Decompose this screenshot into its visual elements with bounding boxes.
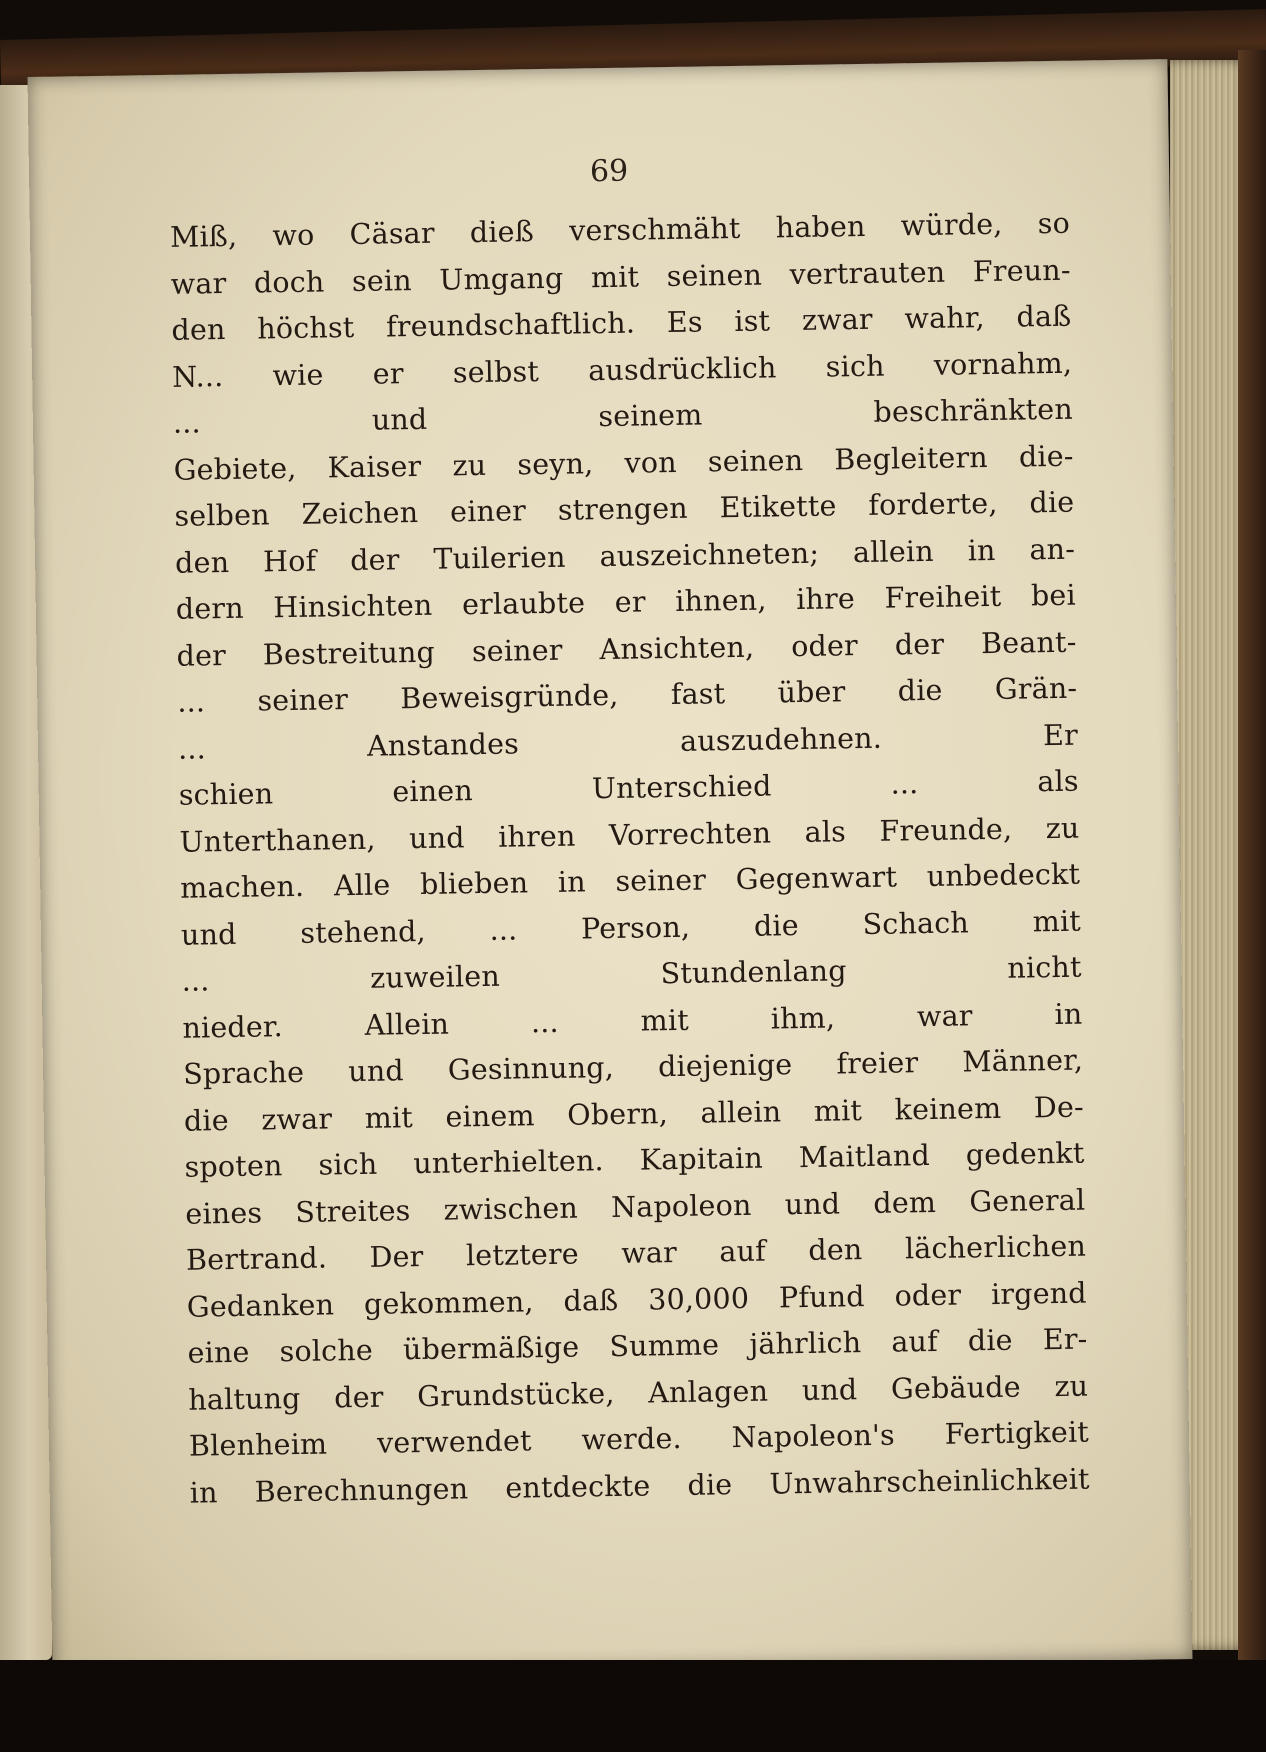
text-line: haltung der Grundstücke, Anlagen und Gebäude zu [188,1369,1089,1417]
text-line: den Hof der Tuilerien auszeichneten; allein in an- [174,532,1076,580]
text-line: Miß, wo Cäsar dieß verschmäht haben würde, so [169,206,1071,254]
text-line: ... zuweilen Stundenlang nicht [181,950,1082,998]
text-line: machen. Alle blieben in seiner Gegenwart unbedeckt [180,857,1081,905]
text-line: schien einen Unterschied ... als [178,764,1079,812]
text-line: ... Anstandes auszudehnen. Er [177,718,1079,766]
text-line: in Berechnungen entdeckte die Unwahrscheinlichkeit [189,1462,1090,1510]
text-line: eines Streites zwischen Napoleon und dem General [185,1183,1086,1231]
text-line: Gebiete, Kaiser zu seyn, von seinen Begleitern die- [173,439,1074,487]
background-bottom [0,1660,1266,1752]
text-line: spoten sich unterhielten. Kapitain Maitland gedenkt [184,1136,1085,1184]
text-line: Bertrand. Der letztere war auf den lächerlichen [185,1229,1087,1277]
text-line: ... und seinem beschränkten [172,392,1074,440]
text-line: die zwar mit einem Obern, allein mit keinem De- [183,1090,1085,1138]
text-line: ... seiner Beweisgründe, fast über die Grän- [177,671,1078,719]
text-line: N... wie er selbst ausdrücklich sich vornahm, [171,346,1073,394]
text-line: Gedanken gekommen, daß 30,000 Pfund oder irgend [186,1276,1087,1324]
book-cover-right [1238,50,1266,1660]
text-line: war doch sein Umgang mit seinen vertrauten Freun- [170,253,1071,301]
text-line: Sprache und Gesinnung, diejenige freier Männer, [182,1043,1084,1091]
page-text [170,201,1090,1517]
text-line: und stehend, ... Person, die Schach mit [180,904,1082,952]
text-line: dern Hinsichten erlaubte er ihnen, ihre Freiheit bei [175,578,1077,626]
text-line: den höchst freundschaftlich. Es ist zwar wahr, daß [171,299,1072,347]
text-line: selben Zeichen einer strengen Etikette forderte, die [174,485,1075,533]
text-line: Blenheim verwendet werde. Napoleon's Fertigkeit [188,1415,1090,1463]
text-line: der Bestreitung seiner Ansichten, oder der Beant- [176,625,1077,673]
book-page [28,59,1193,1677]
text-line: Unterthanen, und ihren Vorrechten als Freunde, zu [179,811,1080,859]
text-line: eine solche übermäßige Summe jährlich auf die Er- [187,1322,1088,1370]
text-line: nieder. Allein ... mit ihm, war in [182,997,1083,1045]
page-number: 69 [589,153,629,190]
